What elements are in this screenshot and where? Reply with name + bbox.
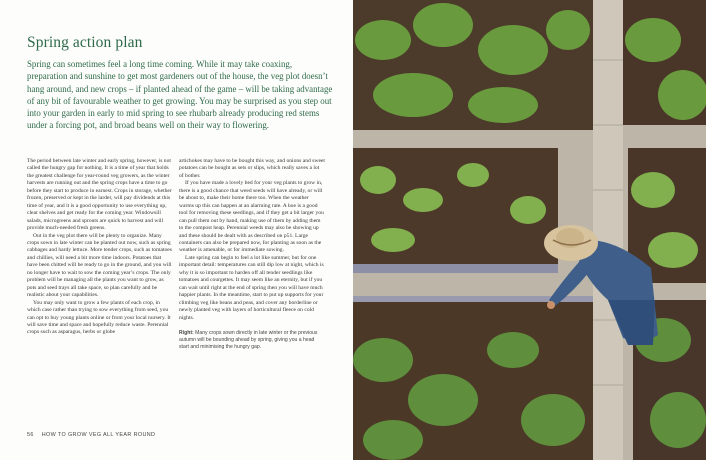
intro-paragraph: Spring can sometimes feel a long time coming. While it may take coaxing, preparation and sunshine to get most gardeners out of the house, the veg plot doesn’t hang around, and new crops – if planted ahead of the game – will be taking advantage of any bit of favourable weather to get growing. You may be surprised as you step out into your garden in early to mid spring to see rhubarb already producing red stems under a forcing pot, and broad beans well on their way to flowering. (27, 59, 333, 131)
caption-text: Many crops sown directly in late winter or the previous autumn will be bounding ahead by spring, giving you a head start and minimising the hungry gap. (179, 329, 318, 350)
body-paragraph: artichokes may have to be bought this way, and onions and sweet potatoes can be bought as sets or slips, which really saves a lot of bother. (179, 158, 325, 179)
body-paragraph: Late spring can begin to feel a lot like summer, but for one important detail: temperatures can still dip low at night, which is why it is so important to harden off all tender seedlings like tomatoes and courgettes. It may seem like an eternity, but if you can wait until right at the end of spring then you will have much happier plants. In the meantime, start to put up supports for your climbing veg like beans and peas, and cover any borderline or newly planted veg with layers of horticultural fleece on cold nights. (179, 254, 324, 321)
page-footer (27, 432, 161, 438)
page-number: 56 (27, 432, 34, 438)
body-paragraph: The period between late winter and early spring, however, is not called the hungry gap for nothing. It is a time of year that holds the greatest challenge for year-round veg growers, as the winter harvests are running out and the spring crops have a time to go before they start to produce in earnest. Crops in storage, whether frozen, preserved or kept in the larder, will pay dividends at this time of year, and it is a good opportunity to use everything up, clear shelves and get ready for the coming year. Windowsill salads, microgreens and sprouts are quick to harvest and will provide much-needed fresh greens. (27, 158, 172, 232)
body-paragraph: Out in the veg plot there will be plenty to organize. Many crops sown in late winter can be planted out now, such as spring cabbages and hardy lettuce. More tender crops, such as tomatoes and chillies, will need a bit more time indoors. Potatoes that have been chitted will be ready to go in the ground, and you will no longer have to wait to sow the coming year’s crops. The only problem will be managing all the plants you want to grow, as pots and seed trays all take space, so plan carefully and be realistic about your capabilities. (27, 232, 172, 299)
photo-caption (179, 330, 325, 351)
garden-photo (353, 0, 706, 460)
running-title: HOW TO GROW VEG ALL YEAR ROUND (41, 432, 156, 438)
caption-label: Right: (179, 329, 194, 336)
chapter-heading: Spring action plan (27, 34, 143, 51)
body-column-2 (179, 158, 325, 351)
garden-photo-illustration (353, 0, 706, 460)
body-paragraph: You may only want to grow a few plants of each crop, in which case rather than trying to sow everything from seed, you can opt to buy young plants online or from your local nursery. It will save time and space and hopefully reduce waste. Perennial crops such as asparagus, herbs or globe (27, 299, 171, 336)
body-column-1 (27, 158, 173, 337)
body-paragraph: If you have made a lovely bed for your veg plants to grow in, there is a good chance that weed seeds will have already, or will be about to, make their home there too. When the weather warms up this can happen at an alarming rate. A hoe is a good tool for removing these seedlings, and if they get a bit larger you can pull them out by hand, making use of them by adding them to the compost heap. Perennial weeds may also be showing up and these should be dealt with as described on p51. Large containers can also be prepared now, for planting as soon as the weather is amenable, or for immediate sowing. (179, 180, 324, 254)
